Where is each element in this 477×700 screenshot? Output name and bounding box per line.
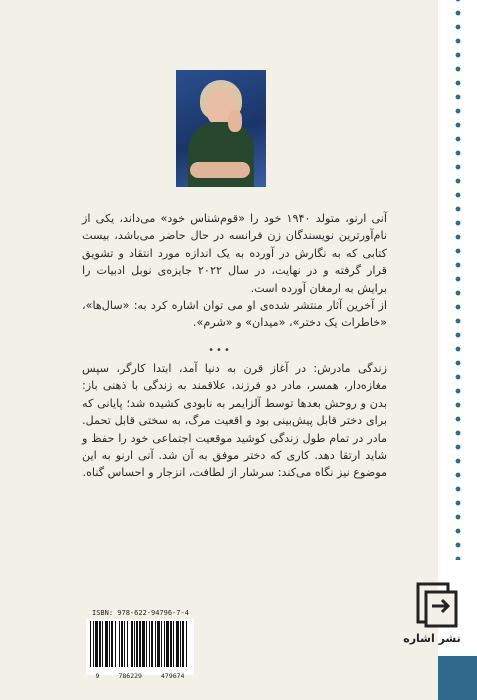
barcode-digit-group: 479674 bbox=[160, 672, 185, 680]
works-paragraph: از آخرین آثار منتشر شده‌ی او می توان اشاره کرد به: «سال‌ها»، «خاطرات یک دختر»، «میدان» و «شرم». bbox=[82, 299, 387, 330]
synopsis-paragraph: زندگی مادرش: در آغاز قرن به دنیا آمد، ابتدا کارگر، سپس مغازه‌دار، همسر، مادر دو فرزند، علاقمند به زندگی با ذهنی باز: بدن و روحش بعدها توسط آلزایمر به نابودی کشیده شد؛ پایانی که برای دختر قابل پیش‌بینی بود و اقعیت مرگ، به سختی قابل تحمل. مادر در تمام طول زندگی کوشید موقعیت اجتماعی خود را حفظ و شاید ارتقا دهد. کاری که دختر موفق به آن شد. آنی ارنو به این موضوع نیز نگاه می‌کند: سرشار از لطافت، انزجار و احساس گناه. bbox=[82, 362, 387, 480]
barcode-digits bbox=[86, 672, 194, 680]
author-bio-paragraph: آنی ارنو، متولد ۱۹۴۰ خود را «قوم‌شناس خود» می‌داند، یکی از نام‌آورترین نویسندگان زن فرانسه در حال حاضر می‌باشد، بیست کتابی که به نگارش در آورده به یک اندازه مورد انتقاد و تشویق قرار گرفته و در نهایت، در سال ۲۰۲۲ جایزه‌ی نوبل ادبیات را برایش به ارمغان آورده است. bbox=[82, 212, 387, 295]
barcode bbox=[86, 619, 194, 675]
barcode-digit-group: 9 bbox=[95, 672, 100, 680]
publisher-logo-icon bbox=[412, 580, 462, 630]
section-separator: ••• bbox=[208, 345, 232, 356]
author-photo bbox=[176, 70, 266, 187]
publisher-name: نشر اشاره bbox=[403, 632, 461, 645]
isbn-label: ISBN: 978-622-94796-7-4 bbox=[92, 609, 189, 617]
barcode-digit-group: 786229 bbox=[118, 672, 142, 680]
dotted-pattern bbox=[453, 0, 463, 560]
accent-band bbox=[438, 656, 477, 700]
